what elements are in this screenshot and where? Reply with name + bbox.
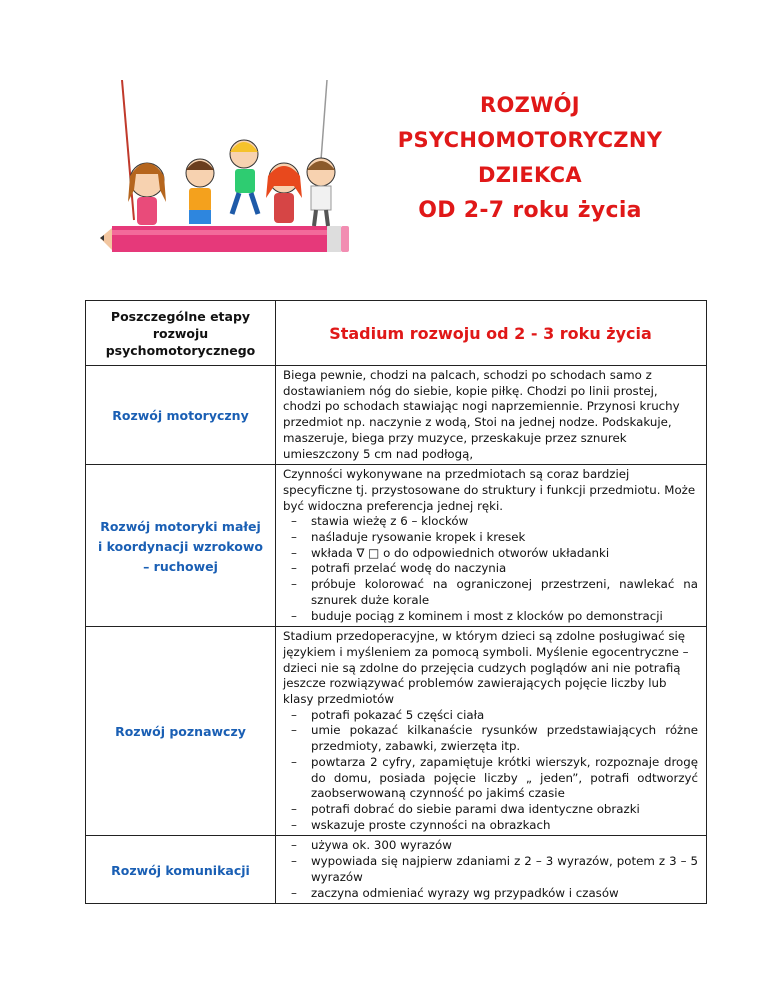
row-label-cell bbox=[86, 366, 276, 465]
row-content-cell bbox=[276, 366, 707, 465]
row-label-cell bbox=[86, 465, 276, 627]
list-item: – umie pokazać kilkanaście rysunków przedstawiających różne przedmioty, zabawki, zwierzęta itp. bbox=[311, 723, 698, 754]
list-item: – powtarza 2 cyfry, zapamiętuje krótki wierszyk, rozpoznaje drogę do domu, posiada pojęcie liczby „ jeden”, potrafi odtworzyć zaobserwowaną czynność po jakimś czasie bbox=[311, 755, 698, 802]
table-row bbox=[86, 465, 707, 627]
row-label-cognitive: Rozwój poznawczy bbox=[115, 724, 246, 740]
title-line-2: PSYCHOMOTORYCZNY bbox=[397, 128, 663, 152]
row-content-cell bbox=[276, 627, 707, 836]
list-item: – próbuje kolorować na ograniczonej przestrzeni, nawlekać na sznurek duże korale bbox=[311, 577, 698, 608]
table-row bbox=[86, 836, 707, 904]
title-line-4: OD 2-7 roku życia bbox=[418, 198, 642, 223]
row-content-cell bbox=[276, 465, 707, 627]
development-table bbox=[85, 300, 707, 904]
list-item: – wypowiada się najpierw zdaniami z 2 – 3 wyrazów, potem z 3 – 5 wyrazów bbox=[311, 854, 698, 885]
row-paragraph: Biega pewnie, chodzi na palcach, schodzi po schodach samo z dostawianiem nóg do siebie, kopie piłkę. Chodzi po linii prostej, chodzi po schodach stawiając nogi naprzemiennie. Przynosi kruchy przedmiot np. naczynie z wodą, Stoi na jednej nodze. Podskakuje, maszeruje, biega przy muzyce, przeskakuje przez sznurek umieszczony 5 cm nad podłogą, bbox=[283, 368, 680, 461]
list-item: – stawia wieżę z 6 – klocków bbox=[311, 514, 698, 530]
row-label-cell bbox=[86, 836, 276, 904]
document-title bbox=[370, 88, 690, 228]
list-item: – wskazuje proste czynności na obrazkach bbox=[311, 818, 698, 834]
header-stage-title-cell: Stadium rozwoju od 2 - 3 roku życia bbox=[276, 301, 707, 366]
row-paragraph: Stadium przedoperacyjne, w którym dzieci są zdolne posługiwać się językiem i myśleniem za pomocą symboli. Myślenie egocentryczne – dzieci nie są zdolne do przejęcia cudzych poglądów ani nie potrafią jeszcze rozwiązywać problemów zawierających pojęcie liczby lub klasy przedmiotów bbox=[283, 629, 689, 707]
list-item: – potrafi przelać wodę do naczynia bbox=[311, 561, 698, 577]
row-paragraph: Czynności wykonywane na przedmiotach są coraz bardziej specyficzne tj. przystosowane do struktury i funkcji przedmiotu. Może być widoczna preferencja jednej ręki. bbox=[283, 467, 696, 513]
row-label-cell bbox=[86, 627, 276, 836]
row-list bbox=[283, 708, 698, 834]
list-item: – zaczyna odmieniać wyrazy wg przypadków i czasów bbox=[311, 886, 698, 902]
children-on-pencil-illustration bbox=[92, 80, 350, 276]
list-item: – używa ok. 300 wyrazów bbox=[311, 838, 698, 854]
title-line-3: DZIEKCA bbox=[478, 163, 582, 187]
list-item: – naśladuje rysowanie kropek i kresek bbox=[311, 530, 698, 546]
table-row bbox=[86, 627, 707, 836]
row-list bbox=[283, 514, 698, 624]
header-stages-cell: Poszczególne etapy rozwoju psychomotorycznego bbox=[86, 301, 276, 366]
table-header-row bbox=[86, 301, 707, 366]
row-label-motor: Rozwój motoryczny bbox=[112, 408, 249, 424]
list-item: – wkłada ∇ □ o do odpowiednich otworów układanki bbox=[311, 546, 698, 562]
children-on-pencil-icon bbox=[92, 80, 350, 276]
row-label-communication: Rozwój komunikacji bbox=[111, 862, 250, 878]
list-item: – potrafi pokazać 5 części ciała bbox=[311, 708, 698, 724]
list-item: – potrafi dobrać do siebie parami dwa identyczne obrazki bbox=[311, 802, 698, 818]
row-content-cell bbox=[276, 836, 707, 904]
row-label-fine-motor: Rozwój motoryki małej i koordynacji wzrokowo – ruchowej bbox=[98, 518, 263, 574]
row-list bbox=[283, 838, 698, 901]
list-item: – buduje pociąg z kominem i most z klocków po demonstracji bbox=[311, 609, 698, 625]
table-row bbox=[86, 366, 707, 465]
title-line-1: ROZWÓJ bbox=[480, 93, 580, 117]
